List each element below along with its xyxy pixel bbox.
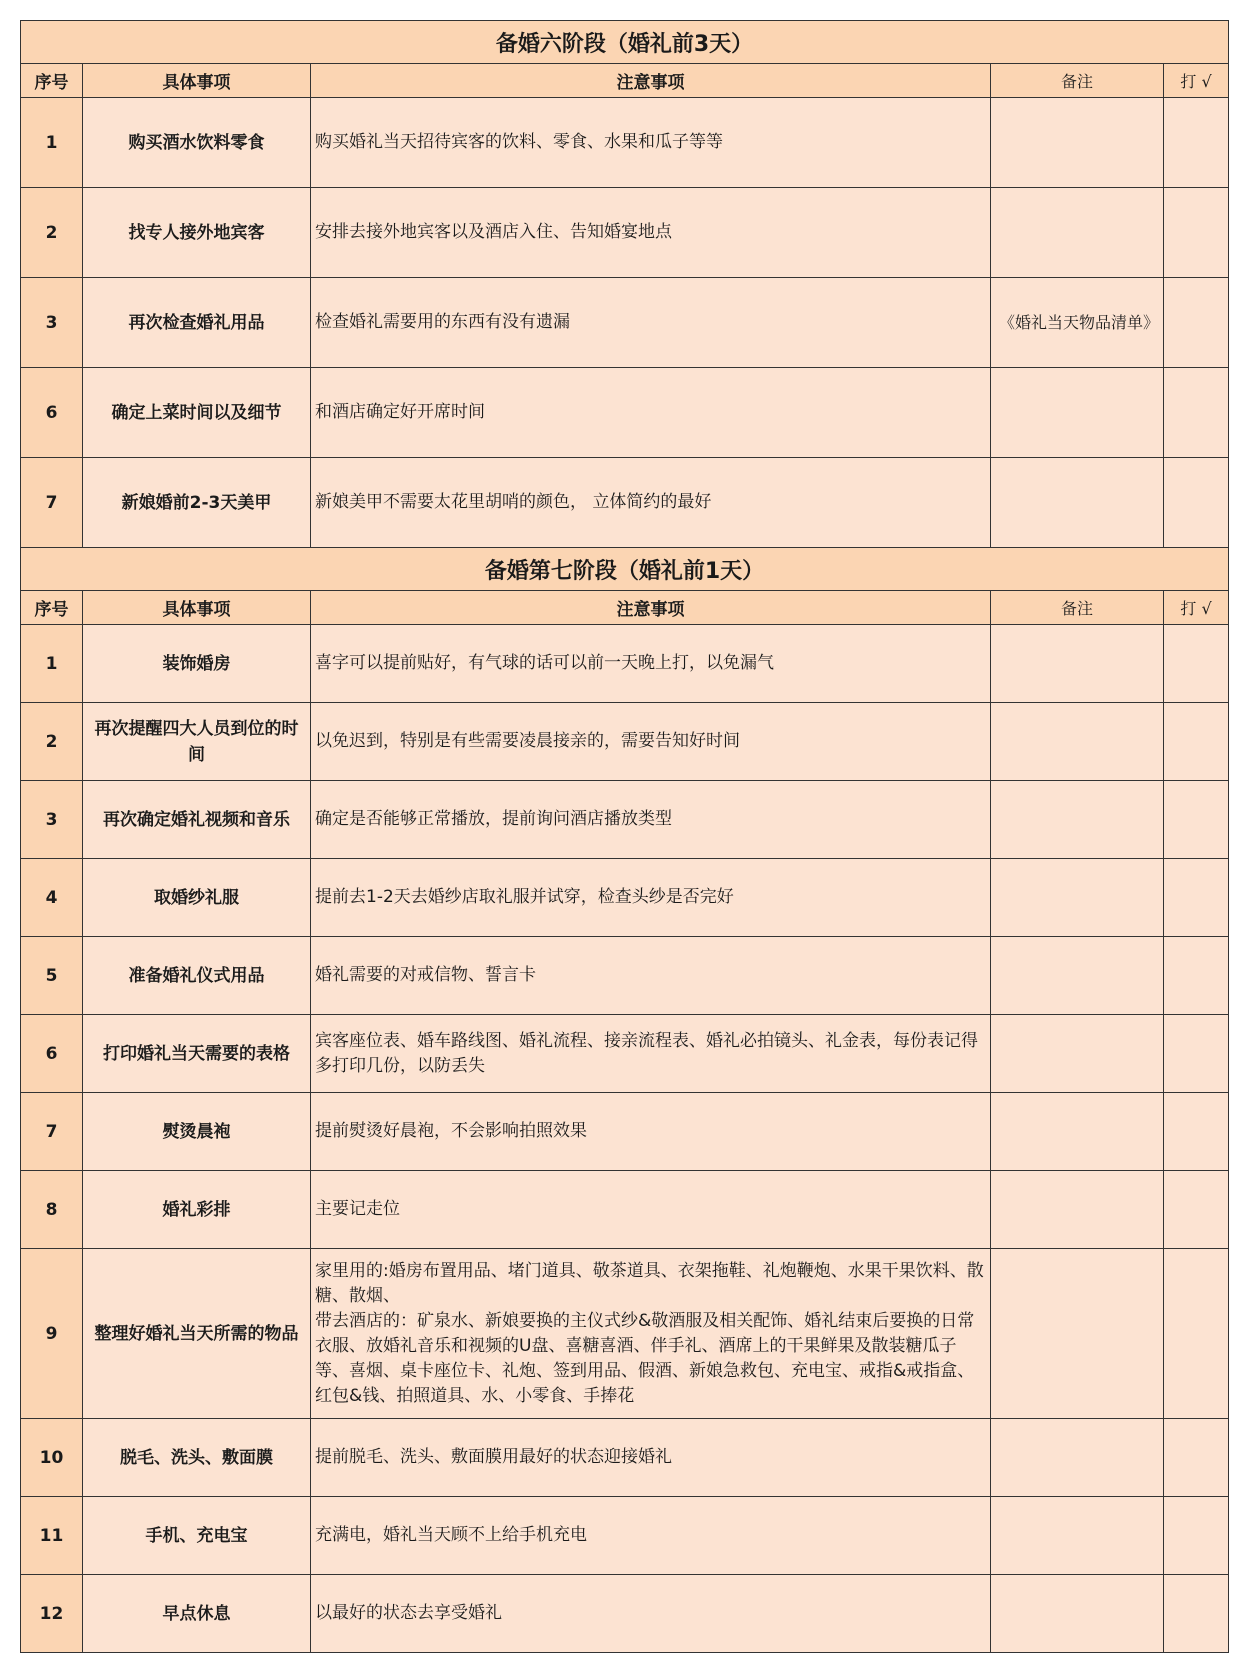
row-item: 熨烫晨袍 [83,1093,311,1171]
row-number: 11 [21,1497,83,1575]
checklist-sheet [20,20,1228,1653]
row-item: 准备婚礼仪式用品 [83,937,311,1015]
row-item: 再次提醒四大人员到位的时间 [83,703,311,781]
table-row [21,1575,1229,1653]
section-title-row [21,21,1229,64]
row-remark [991,1419,1164,1497]
header-no: 序号 [21,591,83,625]
row-item: 脱毛、洗头、敷面膜 [83,1419,311,1497]
table-row [21,1419,1229,1497]
row-number: 3 [21,781,83,859]
table-row [21,1015,1229,1093]
row-item: 再次确定婚礼视频和音乐 [83,781,311,859]
row-check-cell[interactable] [1164,781,1229,859]
row-note: 主要记走位 [311,1171,991,1249]
row-number: 2 [21,703,83,781]
row-check-cell[interactable] [1164,1171,1229,1249]
table-row [21,98,1229,188]
row-remark [991,1015,1164,1093]
row-item: 整理好婚礼当天所需的物品 [83,1249,311,1419]
header-note: 注意事项 [311,591,991,625]
row-note: 确定是否能够正常播放，提前询问酒店播放类型 [311,781,991,859]
row-note: 提前熨烫好晨袍，不会影响拍照效果 [311,1093,991,1171]
row-item: 装饰婚房 [83,625,311,703]
row-note: 购买婚礼当天招待宾客的饮料、零食、水果和瓜子等等 [311,98,991,188]
row-check-cell[interactable] [1164,368,1229,458]
section-title-row [21,548,1229,591]
row-note: 以免迟到，特别是有些需要凌晨接亲的，需要告知好时间 [311,703,991,781]
row-remark: 《婚礼当天物品清单》 [991,278,1164,368]
row-item: 早点休息 [83,1575,311,1653]
header-remark: 备注 [991,591,1164,625]
row-item: 打印婚礼当天需要的表格 [83,1015,311,1093]
header-remark: 备注 [991,64,1164,98]
section-6-title: 备婚六阶段（婚礼前3天） [21,21,1229,64]
row-item: 新娘婚前2-3天美甲 [83,458,311,548]
table-row [21,1497,1229,1575]
row-item: 确定上菜时间以及细节 [83,368,311,458]
table-row [21,458,1229,548]
row-check-cell[interactable] [1164,1419,1229,1497]
row-number: 6 [21,1015,83,1093]
row-check-cell[interactable] [1164,98,1229,188]
row-check-cell[interactable] [1164,859,1229,937]
section-7-title: 备婚第七阶段（婚礼前1天） [21,548,1229,591]
header-check: 打 √ [1164,591,1229,625]
row-check-cell[interactable] [1164,625,1229,703]
row-remark [991,368,1164,458]
header-row [21,64,1229,98]
row-number: 2 [21,188,83,278]
row-note: 家里用的:婚房布置用品、堵门道具、敬茶道具、衣架拖鞋、礼炮鞭炮、水果干果饮料、散糖、散烟、 带去酒店的：矿泉水、新娘要换的主仪式纱&敬酒服及相关配饰、婚礼结束后要换的日常衣服、放婚礼音乐和视频的U盘、喜糖喜酒、伴手礼、酒席上的干果鲜果及散装糖瓜子等、喜烟、桌卡座位卡、礼炮、签到用品、假酒、新娘急救包、充电宝、戒指&戒指盒、红包&钱、拍照道具、水、小零食、手捧花 [311,1249,991,1419]
row-remark [991,859,1164,937]
header-item: 具体事项 [83,591,311,625]
row-note: 宾客座位表、婚车路线图、婚礼流程、接亲流程表、婚礼必拍镜头、礼金表，每份表记得多打印几份，以防丢失 [311,1015,991,1093]
header-no: 序号 [21,64,83,98]
checklist-table [20,20,1229,1653]
header-check: 打 √ [1164,64,1229,98]
table-row [21,703,1229,781]
table-row [21,781,1229,859]
row-remark [991,1249,1164,1419]
row-note: 喜字可以提前贴好，有气球的话可以前一天晚上打，以免漏气 [311,625,991,703]
row-check-cell[interactable] [1164,1497,1229,1575]
row-remark [991,703,1164,781]
row-item: 取婚纱礼服 [83,859,311,937]
row-note: 提前脱毛、洗头、敷面膜用最好的状态迎接婚礼 [311,1419,991,1497]
table-row [21,278,1229,368]
row-check-cell[interactable] [1164,1093,1229,1171]
row-note: 充满电，婚礼当天顾不上给手机充电 [311,1497,991,1575]
row-number: 7 [21,458,83,548]
row-number: 10 [21,1419,83,1497]
header-row [21,591,1229,625]
row-number: 7 [21,1093,83,1171]
row-remark [991,1171,1164,1249]
row-number: 1 [21,98,83,188]
row-remark [991,1575,1164,1653]
row-number: 8 [21,1171,83,1249]
table-row [21,1093,1229,1171]
row-check-cell[interactable] [1164,458,1229,548]
section-7 [21,548,1229,1653]
row-check-cell[interactable] [1164,937,1229,1015]
row-check-cell[interactable] [1164,278,1229,368]
row-note: 检查婚礼需要用的东西有没有遗漏 [311,278,991,368]
row-note: 婚礼需要的对戒信物、誓言卡 [311,937,991,1015]
row-item: 手机、充电宝 [83,1497,311,1575]
section-6 [21,21,1229,548]
row-item: 购买酒水饮料零食 [83,98,311,188]
row-item: 再次检查婚礼用品 [83,278,311,368]
row-number: 5 [21,937,83,1015]
table-row [21,1171,1229,1249]
table-row [21,368,1229,458]
row-number: 3 [21,278,83,368]
table-row [21,188,1229,278]
row-number: 4 [21,859,83,937]
row-check-cell[interactable] [1164,1249,1229,1419]
row-item: 婚礼彩排 [83,1171,311,1249]
table-row [21,859,1229,937]
row-number: 6 [21,368,83,458]
row-number: 9 [21,1249,83,1419]
table-row [21,937,1229,1015]
header-note: 注意事项 [311,64,991,98]
row-remark [991,781,1164,859]
row-note: 新娘美甲不需要太花里胡哨的颜色， 立体简约的最好 [311,458,991,548]
row-check-cell[interactable] [1164,703,1229,781]
row-check-cell[interactable] [1164,1015,1229,1093]
row-check-cell[interactable] [1164,188,1229,278]
table-row [21,625,1229,703]
row-remark [991,937,1164,1015]
row-remark [991,625,1164,703]
row-note: 安排去接外地宾客以及酒店入住、告知婚宴地点 [311,188,991,278]
header-item: 具体事项 [83,64,311,98]
row-note: 提前去1-2天去婚纱店取礼服并试穿，检查头纱是否完好 [311,859,991,937]
row-item: 找专人接外地宾客 [83,188,311,278]
row-remark [991,1093,1164,1171]
row-note: 和酒店确定好开席时间 [311,368,991,458]
row-remark [991,188,1164,278]
row-note: 以最好的状态去享受婚礼 [311,1575,991,1653]
row-number: 12 [21,1575,83,1653]
row-remark [991,1497,1164,1575]
row-number: 1 [21,625,83,703]
row-remark [991,458,1164,548]
table-row [21,1249,1229,1419]
row-check-cell[interactable] [1164,1575,1229,1653]
row-remark [991,98,1164,188]
